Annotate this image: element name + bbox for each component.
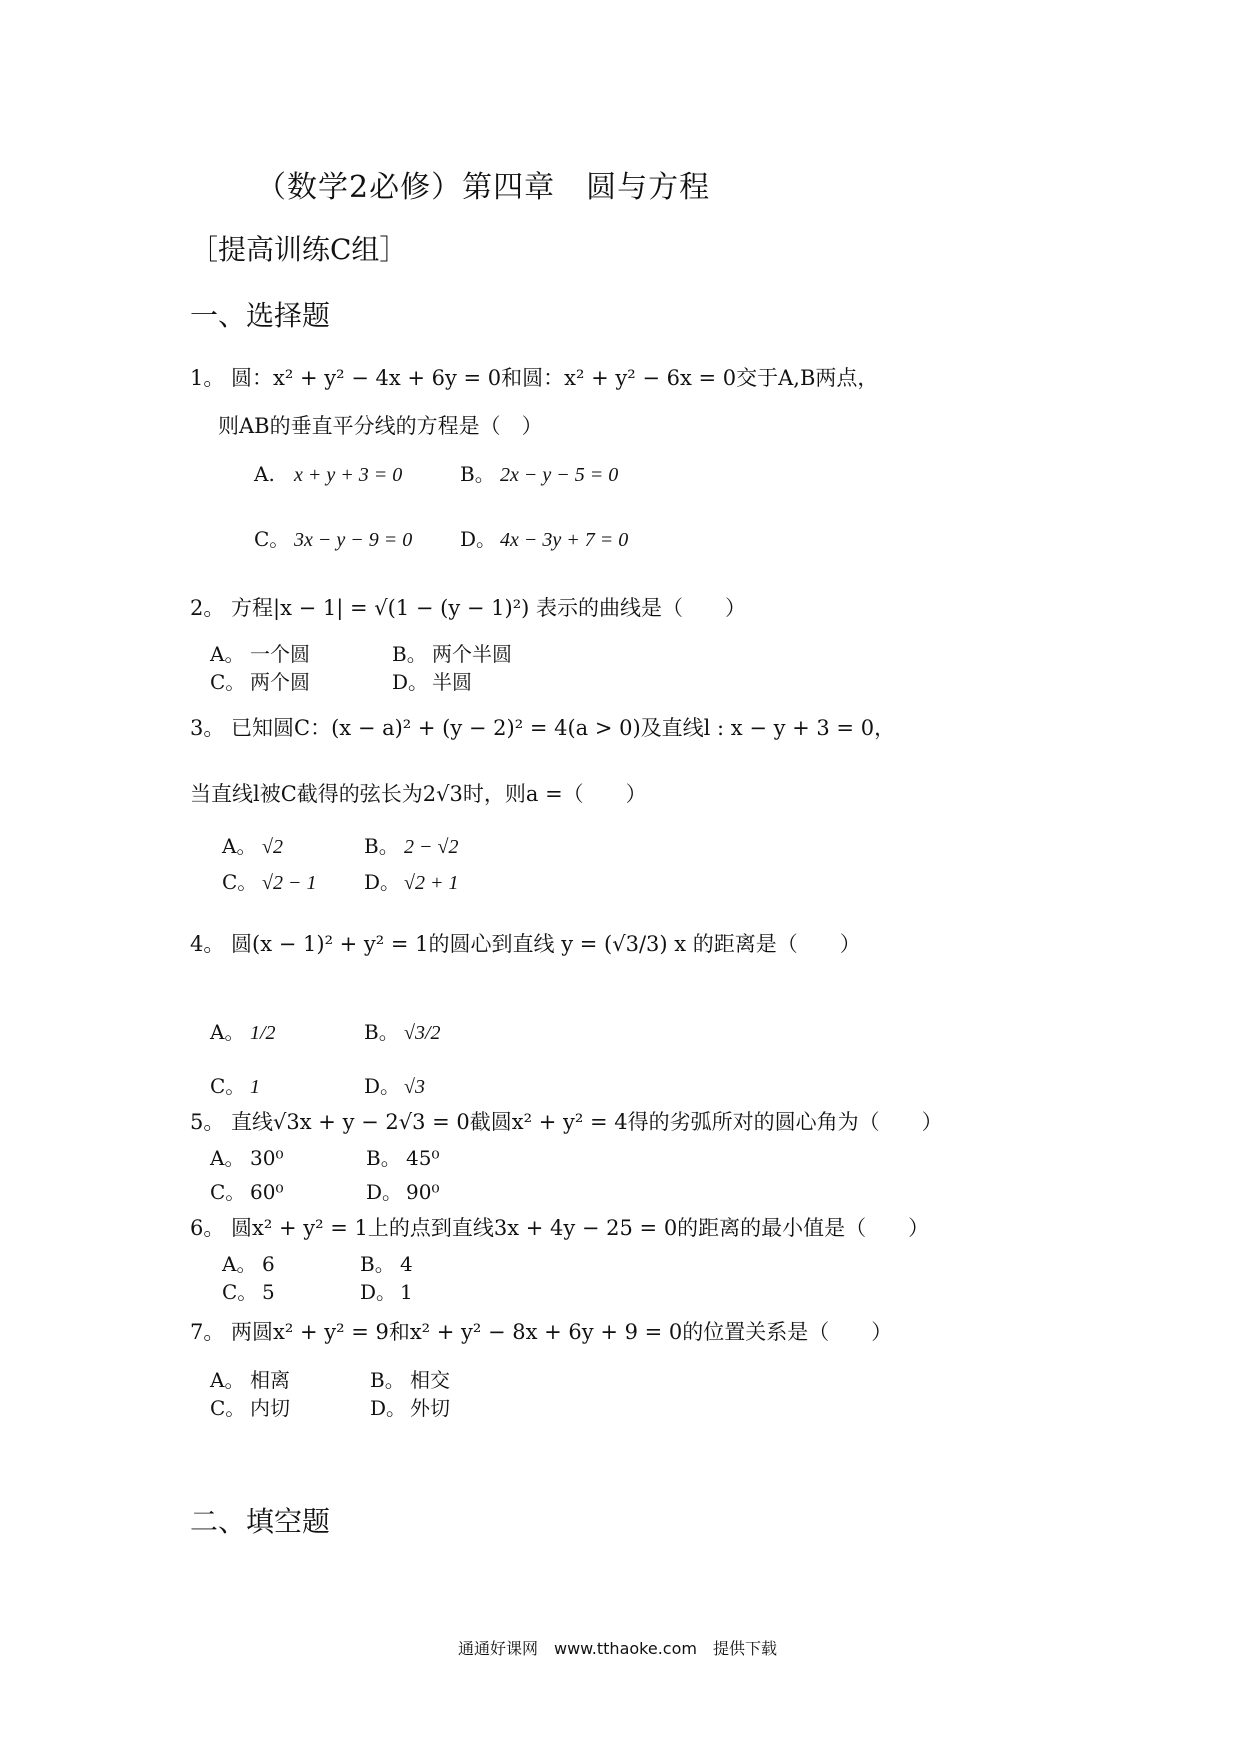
question-3-option-c [222, 870, 316, 895]
option-label: C。 [210, 1396, 246, 1420]
option-label: A。 [222, 1252, 257, 1276]
option-text: 外切 [410, 1396, 450, 1420]
option-label: D。 [364, 1074, 401, 1098]
option-text: 3x − y − 9 = 0 [294, 529, 413, 551]
option-label: D。 [392, 670, 429, 694]
option-label: D。 [360, 1280, 397, 1304]
option-text: √2 − 1 [262, 872, 317, 894]
option-label: A。 [210, 642, 245, 666]
question-2-stem: 2。 方程|x − 1| = √(1 − (y − 1)²) 表示的曲线是（ ） [190, 596, 747, 620]
question-3-option-a [222, 834, 283, 859]
question-6-option-c [222, 1280, 275, 1304]
option-text: 6 [262, 1252, 275, 1276]
option-text: 1 [400, 1280, 413, 1304]
option-text: 内切 [250, 1396, 290, 1420]
option-text: √2 + 1 [404, 872, 459, 894]
question-7-stem: 7。 两圆x² + y² = 9和x² + y² − 8x + 6y + 9 = 0的位置关系是（ ） [190, 1320, 893, 1344]
question-7-option-b [370, 1368, 450, 1392]
page-title: （数学2必修）第四章 圆与方程 [256, 170, 711, 205]
option-text: 4 [400, 1252, 413, 1276]
option-label: D。 [366, 1180, 403, 1204]
option-label: B。 [360, 1252, 395, 1276]
option-label: C。 [222, 870, 258, 894]
question-3-option-b [364, 834, 458, 859]
question-7-option-d [370, 1396, 450, 1420]
option-text: 相离 [250, 1368, 290, 1392]
option-label: A。 [210, 1020, 245, 1044]
option-label: B。 [392, 642, 427, 666]
option-label: C。 [222, 1280, 258, 1304]
option-label: A。 [210, 1146, 245, 1170]
question-4-option-a [210, 1020, 276, 1045]
question-3-stem: 3。 已知圆C：(x − a)² + (y − 2)² = 4(a > 0)及直线l : x − y + 3 = 0， [190, 716, 896, 740]
option-text: 5 [262, 1280, 275, 1304]
question-5-option-d [366, 1180, 439, 1204]
question-4-option-d [364, 1074, 425, 1099]
option-label: A. [254, 462, 275, 486]
option-text: 90⁰ [406, 1180, 440, 1204]
question-7-option-c [210, 1396, 290, 1420]
question-1-option-b [460, 462, 618, 487]
option-label: D。 [364, 870, 401, 894]
question-6-option-a [222, 1252, 275, 1276]
option-label: B。 [366, 1146, 401, 1170]
question-1-stem-cont: 则AB的垂直平分线的方程是（ ） [218, 414, 543, 438]
option-label: B。 [364, 1020, 399, 1044]
question-2-option-c [210, 670, 310, 694]
question-3-stem-cont: 当直线l被C截得的弦长为2√3时，则a =（ ） [190, 782, 647, 806]
question-6-option-b [360, 1252, 413, 1276]
option-text: 相交 [410, 1368, 450, 1392]
question-3-option-d [364, 870, 458, 895]
question-7-option-a [210, 1368, 290, 1392]
question-1-stem: 1。 圆：x² + y² − 4x + 6y = 0和圆：x² + y² − 6x = 0交于A,B两点， [190, 366, 879, 390]
question-5-stem: 5。 直线√3x + y − 2√3 = 0截圆x² + y² = 4得的劣弧所对的圆心角为（ ） [190, 1110, 943, 1134]
question-1-option-d [460, 527, 628, 552]
question-4-stem: 4。 圆(x − 1)² + y² = 1的圆心到直线 y = (√3/3) x 的距离是（ ） [190, 932, 861, 956]
section-heading-fill: 二、填空题 [190, 1505, 331, 1538]
option-label: B。 [364, 834, 399, 858]
option-text: 2x − y − 5 = 0 [500, 464, 619, 486]
option-text: 60⁰ [250, 1180, 284, 1204]
option-text: 2 − √2 [404, 836, 459, 858]
option-text: 两个半圆 [432, 642, 512, 666]
question-2-option-a [210, 642, 310, 666]
option-text: 30⁰ [250, 1146, 284, 1170]
option-label: D。 [370, 1396, 407, 1420]
option-text: 1 [250, 1076, 260, 1098]
question-2-option-d [392, 670, 472, 694]
option-text: √3/2 [404, 1022, 441, 1044]
option-text: 一个圆 [250, 642, 310, 666]
page-footer: 通通好课网 www.tthaoke.com 提供下载 [458, 1639, 777, 1658]
question-1-option-a [254, 462, 402, 487]
option-text: 半圆 [432, 670, 472, 694]
question-6-option-d [360, 1280, 413, 1304]
question-5-option-c [210, 1180, 283, 1204]
option-text: 45⁰ [406, 1146, 440, 1170]
option-label: C。 [210, 1180, 246, 1204]
section-subtitle: ［提高训练C组］ [190, 233, 408, 266]
option-text: 两个圆 [250, 670, 310, 694]
question-4-option-b [364, 1020, 441, 1045]
option-label: A。 [222, 834, 257, 858]
option-label: B。 [370, 1368, 405, 1392]
option-text: 4x − 3y + 7 = 0 [500, 529, 629, 551]
option-text: 1/2 [250, 1022, 276, 1044]
question-2-option-b [392, 642, 512, 666]
option-label: C。 [210, 670, 246, 694]
option-label: B。 [460, 462, 495, 486]
question-5-option-a [210, 1146, 283, 1170]
section-heading-choice: 一、选择题 [190, 299, 331, 332]
option-label: C。 [210, 1074, 246, 1098]
question-6-stem: 6。 圆x² + y² = 1上的点到直线3x + 4y − 25 = 0的距离的最小值是（ ） [190, 1216, 930, 1240]
question-1-option-c [254, 527, 412, 552]
option-text: √3 [404, 1076, 425, 1098]
option-label: C。 [254, 527, 290, 551]
option-text: x + y + 3 = 0 [294, 464, 403, 486]
question-4-option-c [210, 1074, 260, 1099]
option-text: √2 [262, 836, 283, 858]
question-5-option-b [366, 1146, 439, 1170]
option-label: D。 [460, 527, 497, 551]
option-label: A。 [210, 1368, 245, 1392]
